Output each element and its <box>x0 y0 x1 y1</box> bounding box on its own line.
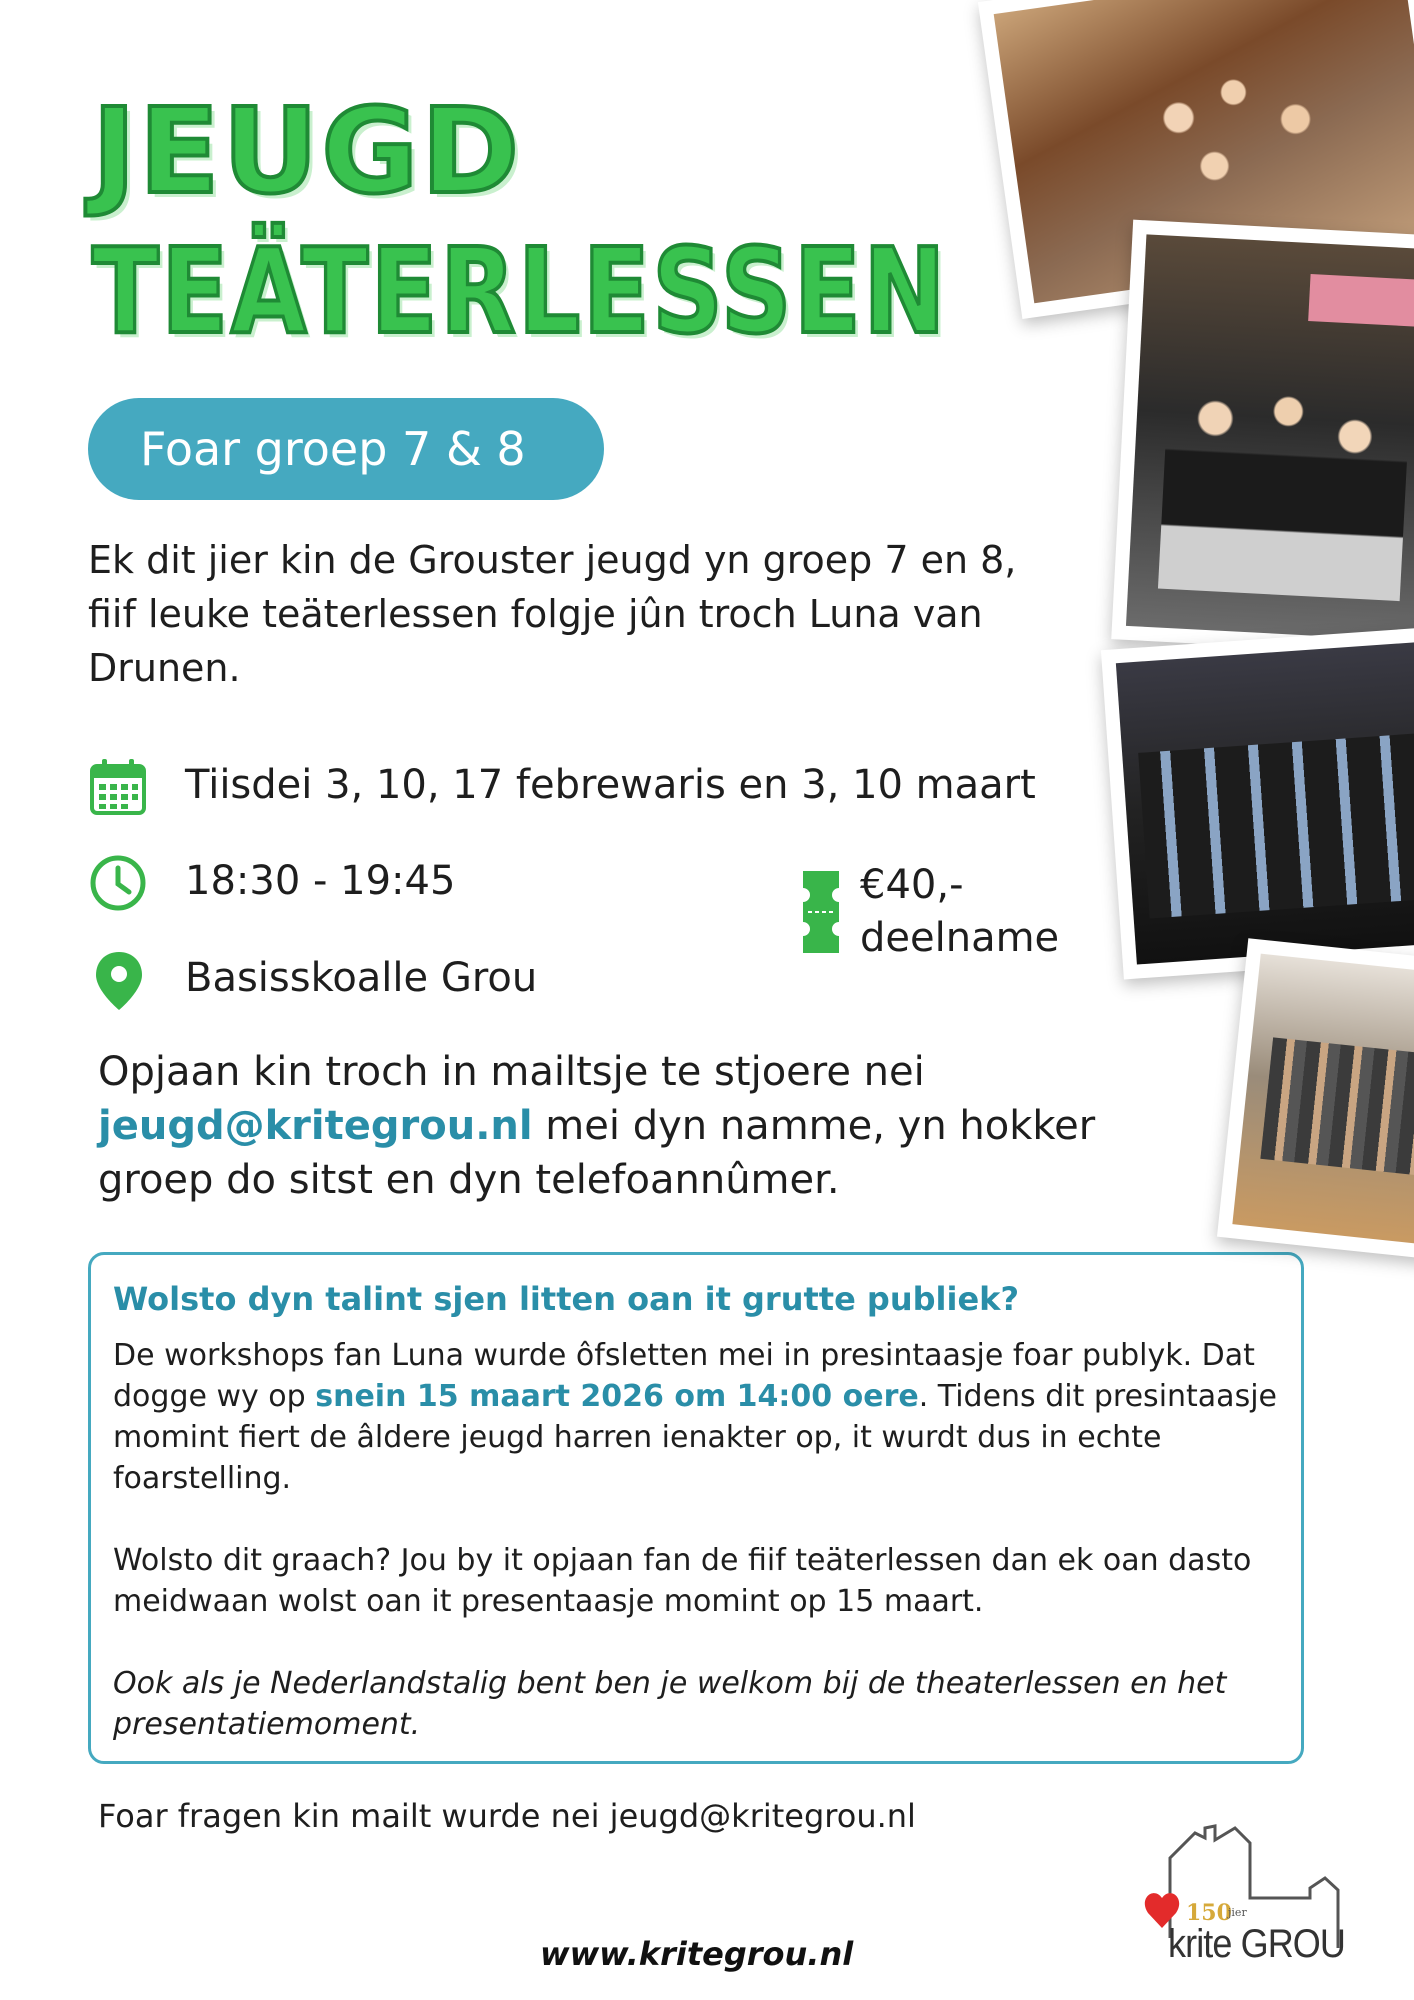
target-group-badge <box>88 398 604 500</box>
signup-before: Opjaan kin troch in mailtsje te stjoere nei <box>98 1049 925 1095</box>
box-title: Wolsto dyn talint sjen litten oan it grutte publiek? <box>113 1280 1019 1318</box>
dates-text: Tiisdei 3, 10, 17 febrewaris en 3, 10 maart <box>185 762 1036 808</box>
logo-name: krite GROU <box>1168 1922 1346 1966</box>
presentation-info-box <box>88 1252 1304 1764</box>
photo-rehearsal-room <box>1217 938 1414 1261</box>
intro-text: Ek dit jier kin de Grouster jeugd yn groep 7 en 8, fiif leuke teäterlessen folgje jûn troch Luna van Drunen. <box>88 538 1017 690</box>
krite-grou-logo <box>1140 1788 1380 1978</box>
price-text: €40,- <box>860 862 964 908</box>
title-line-2: TEÄTERLESSEN <box>92 222 948 360</box>
website-link[interactable]: www.kritegrou.nl <box>540 1935 854 1973</box>
box-p1-after: . Tidens dit presintaasje momint fiert de âldere jeugd harren ienakter op, it wurdt dus in echte foarstelling. <box>113 1379 1277 1496</box>
clock-icon <box>88 853 148 917</box>
signup-text <box>98 1045 1098 1207</box>
title-line-1: JEUGD <box>92 82 523 220</box>
box-paragraph-3: Ook als je Nederlandstalig bent ben je welkom bij de theaterlessen en het presentatiemoment. <box>113 1666 1227 1742</box>
location-text: Basisskoalle Grou <box>185 955 538 1001</box>
time-text: 18:30 - 19:45 <box>185 858 456 904</box>
logo-anniversary-unit: jier <box>1228 1906 1247 1919</box>
box-paragraph-1 <box>113 1335 1279 1499</box>
questions-text: Foar fragen kin mailt wurde nei jeugd@kritegrou.nl <box>98 1797 916 1835</box>
presentation-date-highlight: snein 15 maart 2026 om 14:00 oere <box>315 1379 919 1414</box>
location-pin-icon <box>92 950 146 1016</box>
photo-stage-pose <box>1111 220 1414 657</box>
target-group-label: Foar groep 7 & 8 <box>140 422 526 476</box>
photo-group-lineup <box>1101 627 1414 980</box>
box-paragraph-2: Wolsto dit graach? Jou by it opjaan fan de fiif teäterlessen dan ek oan dasto meidwaan wolst oan it presentaasje momint op 15 maart. <box>113 1543 1252 1619</box>
signup-email-link[interactable]: jeugd@kritegrou.nl <box>98 1103 533 1149</box>
box-p1-before: De workshops fan Luna wurde ôfsletten mei in presintaasje foar publyk. Dat dogge wy op <box>113 1338 1255 1414</box>
price-note: deelname <box>860 915 1060 961</box>
signup-after: mei dyn namme, yn hokker groep do sitst en dyn telefoannûmer. <box>98 1103 1096 1203</box>
logo-anniversary-number: 150 <box>1186 1900 1232 1926</box>
ticket-icon <box>800 868 842 960</box>
calendar-icon <box>88 757 148 821</box>
